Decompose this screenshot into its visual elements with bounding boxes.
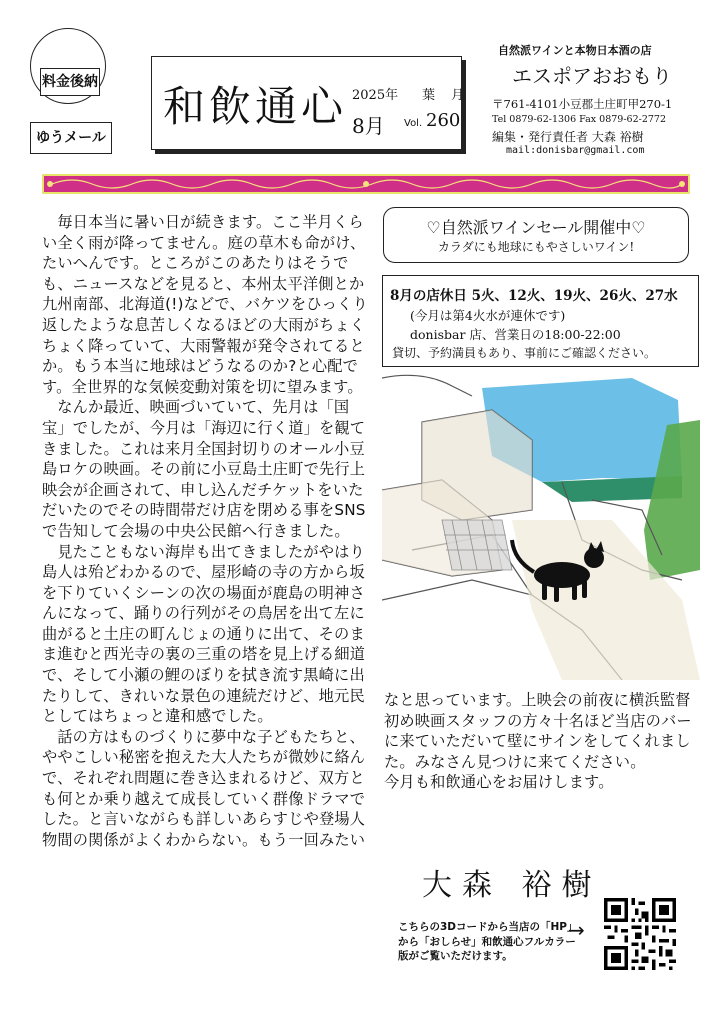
shop-email: mail:donisbar@gmail.com xyxy=(506,145,645,156)
reservation-note: 貸切、予約満員もあり、事前にご確認ください。 xyxy=(392,346,657,360)
business-hours: donisbar 店、営業日の18:00-22:00 xyxy=(410,327,621,342)
volume-number: 260 xyxy=(426,110,461,131)
holiday-title: 8月の店休日 5火、12火、19火、26火、27水 xyxy=(390,288,678,304)
author-signature: 大森 裕樹 xyxy=(422,868,602,903)
issue-month: 8月 xyxy=(352,114,385,138)
band-ornament-icon xyxy=(42,174,690,194)
volume-label: Vol. xyxy=(404,118,423,129)
payment-stamp: 料金後納 xyxy=(40,68,100,96)
mail-type-stamp: ゆうメール xyxy=(30,122,112,154)
article-left-column xyxy=(42,212,372,850)
holiday-note: (今月は第4火水が連休です) xyxy=(410,308,566,323)
wine-sale-subtitle: カラダにも地球にもやさしいワイン! xyxy=(437,240,635,254)
qr-code[interactable] xyxy=(604,898,676,970)
article-paragraph: 見たこともない海岸も出てきましたがやはり島人は殆どわかるので、屋形崎の寺の方から坂を下りていくシーンの次の場面が鹿島の明神さんになって、踊りの行列がその鳥居を出て左に曲がると土庄の町んじょの通りに出て、そのまま進むと西光寺の裏の三重の塔を見上げる細道で、そして小瀬の鯉のぼりを拭き流す黒崎に出たりして、きれいな景色の連続だけど、地元民としてはちょっと違和感でした。 xyxy=(42,542,366,726)
shop-address: 〒761-4101小豆郡土庄町甲270-1 xyxy=(492,97,673,111)
qr-instruction: こちらの3Dコードから当店の「HP」から「おしらせ」和飲通心フルカラー版がご覧いただけます。 xyxy=(398,921,578,962)
article-right-column xyxy=(384,690,702,793)
article-paragraph: なんか最近、映画づいていて、先月は「国宝」でしたが、今月は「海辺に行く道」を観てきました。これは来月全国封切りのオール小豆島ロケの映画。その前に小豆島土庄町で先行上映会が企画されて、申し込んだチケットをいただいたのでその時間帯だけ店を閉める事をSNSで告知して会場の中央公民館へ行きました。 xyxy=(42,398,366,540)
street-cat-illustration xyxy=(382,370,700,680)
article-continuation: な xyxy=(384,691,400,709)
wine-sale-title: ♡自然派ワインセール開催中♡ xyxy=(426,218,646,237)
newsletter-title: 和飲通心 xyxy=(163,82,348,131)
article-paragraph xyxy=(384,690,702,772)
issue-month-name: 葉 月 xyxy=(422,88,471,103)
article-text: と思っています。上映会の前夜に横浜監督初め映画スタッフの方々十名ほど当店のバーに来ていただいて壁にサインをしてくれました。みなさん見つけに来てください。 xyxy=(384,691,692,771)
shop-name: エスポアおおもり xyxy=(512,64,672,88)
shop-tagline: 自然派ワインと本物日本酒の店 xyxy=(498,44,652,57)
article-paragraph: 話の方はものづくりに夢中な子どもたちと、ややこしい秘密を抱えた大人たちが微妙に絡んで、それぞれ問題に巻き込まれるけど、双方とも何とか乗り越えて成長していく群像ドラマでした。と言いながらも詳しいあらすじや登場人物間の関係がよくわからない。もう一回みたい xyxy=(42,727,366,849)
issue-year: 2025年 xyxy=(352,88,399,103)
shop-phone: Tel 0879-62-1306 Fax 0879-62-2772 xyxy=(492,114,667,125)
shop-editor: 編集・発行責任者 大森 裕樹 xyxy=(492,130,644,144)
article-paragraph: 毎日本当に暑い日が続きます。ここ半月くらい全く雨が降ってません。庭の草木も命がけ、たいへんです。ところがこのあたりはそうでも、ニュースなどを見ると、本州太平洋側とか九州南部、北海道(!)などで、バケツをひっくり返したような息苦しくなるほどの大雨がちょくちょく降っていて、大雨警報が発令されてるとか。もう本当に地球はどうなるのか?と心配です。全世界的な気候変動対策を切に望みます。 xyxy=(42,213,368,396)
decorative-band xyxy=(42,174,690,194)
arrow-right-icon: → xyxy=(568,918,585,942)
article-paragraph: 今月も和飲通心をお届けします。 xyxy=(384,773,614,792)
